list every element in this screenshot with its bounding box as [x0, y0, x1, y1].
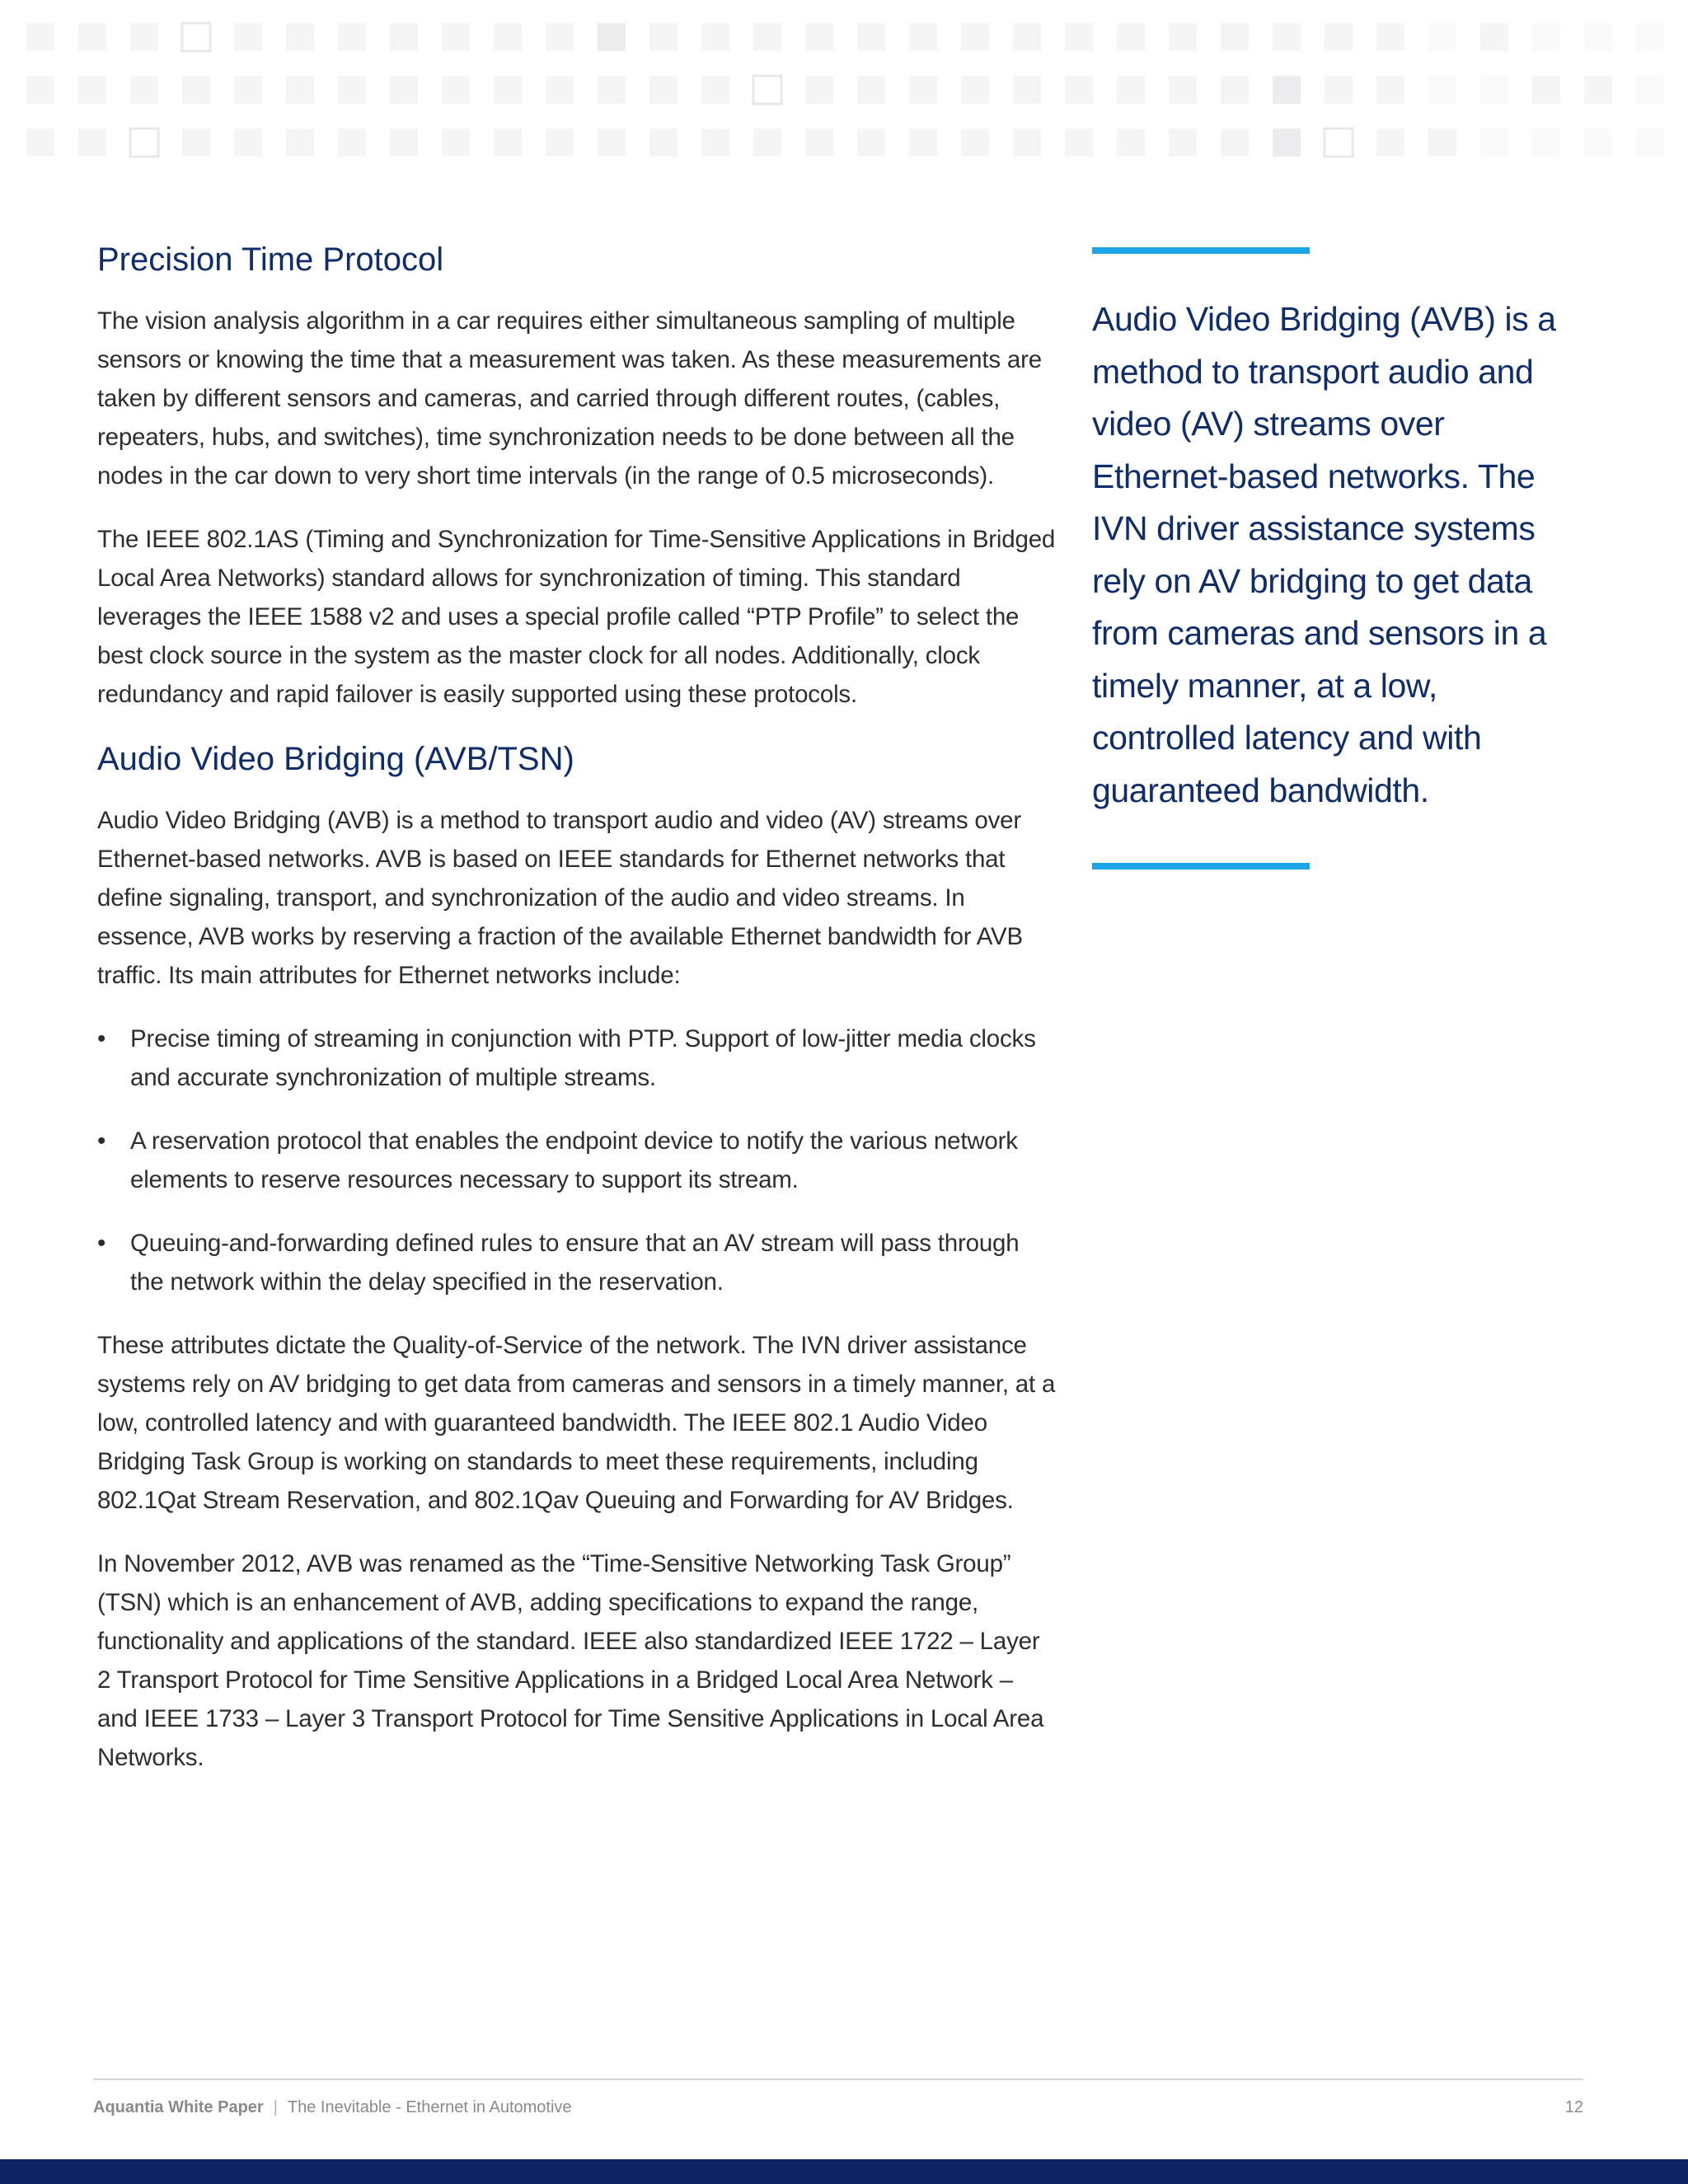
section-heading-avb: Audio Video Bridging (AVB/TSN): [97, 741, 574, 777]
decorative-square-pattern: [0, 0, 1688, 165]
pattern-square: [390, 76, 418, 104]
page-number: 12: [1564, 2098, 1583, 2116]
pattern-square: [1065, 76, 1093, 104]
list-item: [97, 1122, 1057, 1199]
pattern-square: [1013, 23, 1041, 51]
pattern-square: [1065, 129, 1093, 157]
pattern-square: [1584, 129, 1612, 157]
paragraph: Audio Video Bridging (AVB) is a method to transport audio and video (AV) streams over Ethernet-based networks. AVB is based on IEEE standards for Ethernet networks that define signaling, transport, and synchronization of the audio and video streams. In essence, AVB works by reserving a fraction of the available Ethernet bandwidth for AVB traffic. Its main attributes for Ethernet networks include:: [97, 807, 1024, 989]
pattern-square: [701, 129, 729, 157]
pattern-square: [546, 76, 574, 104]
pattern-square: [494, 76, 522, 104]
pattern-square: [26, 23, 54, 51]
list-item-text: A reservation protocol that enables the endpoint device to notify the various network elements to reserve resources necessary to support its stream.: [130, 1127, 1018, 1193]
pattern-square: [753, 76, 781, 104]
pattern-square: [909, 76, 937, 104]
pattern-square: [1169, 76, 1197, 104]
pattern-square: [1636, 23, 1664, 51]
pattern-square: [182, 129, 210, 157]
pattern-square: [494, 129, 522, 157]
pattern-square: [857, 129, 885, 157]
pattern-square: [182, 76, 210, 104]
bullet-icon: •: [97, 1230, 106, 1257]
pattern-square: [1636, 76, 1664, 104]
pattern-square: [26, 129, 54, 157]
footer-title: The Inevitable - Ethernet in Automotive: [287, 2098, 572, 2116]
pattern-square: [909, 23, 937, 51]
footer-divider: [93, 2079, 1583, 2080]
pattern-square: [78, 76, 106, 104]
pull-quote: Audio Video Bridging (AVB) is a method to transport audio and video (AV) streams over Ethernet-based networks. The IVN driver assistance systems rely on AV bridging to get data from cameras and sensors in a timely manner, at a low, controlled latency and with guaranteed bandwidth.: [1092, 300, 1556, 809]
pattern-square: [442, 23, 470, 51]
pattern-square: [1117, 76, 1145, 104]
pattern-square: [1273, 76, 1301, 104]
pattern-square: [1325, 23, 1353, 51]
pattern-square: [1013, 129, 1041, 157]
pattern-square: [1221, 76, 1249, 104]
pattern-square: [805, 76, 833, 104]
pattern-square: [1117, 23, 1145, 51]
pattern-square: [494, 23, 522, 51]
list-item-text: Queuing-and-forwarding defined rules to ensure that an AV stream will pass through the network within the delay specified in the reservation.: [130, 1230, 1020, 1296]
pattern-square: [1169, 23, 1197, 51]
pattern-square: [546, 23, 574, 51]
pattern-square: [78, 129, 106, 157]
sidebar: [1092, 247, 1587, 869]
pattern-square: [546, 129, 574, 157]
paragraph: These attributes dictate the Quality-of-Service of the network. The IVN driver assistance systems rely on AV bridging to get data from cameras and sensors in a timely manner, at a low, controlled latency and with guaranteed bandwidth. The IEEE 802.1 Audio Video Bridging Task Group is working on standards to meet these requirements, including 802.1Qat Stream Reservation, and 802.1Qav Queuing and Forwarding for AV Bridges.: [97, 1332, 1056, 1514]
pattern-square: [701, 23, 729, 51]
bottom-bar: [0, 2159, 1688, 2184]
pattern-square: [442, 129, 470, 157]
pattern-square: [701, 76, 729, 104]
pattern-square: [1636, 129, 1664, 157]
list-item-text: Precise timing of streaming in conjunction with PTP. Support of low-jitter media clocks and accurate synchronization of multiple streams.: [130, 1025, 1036, 1091]
bullet-icon: •: [97, 1025, 106, 1052]
pull-quote-bottom-rule: [1092, 863, 1310, 869]
pattern-square: [1428, 129, 1456, 157]
pattern-square: [286, 23, 314, 51]
paragraph: The vision analysis algorithm in a car requires either simultaneous sampling of multiple sensors or knowing the time that a measurement was taken. As these measurements are taken by different sensors and cameras, and carried through different routes, (cables, repeaters, hubs, and switches), time synchronization needs to be done between all the nodes in the car down to very short time intervals (in the range of 0.5 microseconds).: [97, 307, 1042, 490]
pattern-square: [805, 23, 833, 51]
pattern-square: [234, 129, 262, 157]
pattern-square: [753, 23, 781, 51]
pattern-square: [442, 76, 470, 104]
pattern-square: [1376, 76, 1404, 104]
pattern-square: [1221, 23, 1249, 51]
list-item: [97, 1224, 1057, 1301]
pattern-square: [1480, 129, 1508, 157]
pattern-square: [961, 23, 989, 51]
pattern-square: [1325, 129, 1353, 157]
pattern-square: [1117, 129, 1145, 157]
pattern-square: [234, 76, 262, 104]
pattern-square: [130, 129, 158, 157]
pattern-square: [338, 23, 366, 51]
footer-separator: |: [273, 2098, 278, 2116]
pattern-square: [1169, 129, 1197, 157]
pattern-square: [78, 23, 106, 51]
pattern-square: [130, 23, 158, 51]
pattern-square: [1376, 23, 1404, 51]
pattern-square: [1376, 129, 1404, 157]
pattern-square: [805, 129, 833, 157]
bullet-icon: •: [97, 1127, 106, 1155]
pattern-square: [909, 129, 937, 157]
pattern-square: [286, 76, 314, 104]
pattern-square: [286, 129, 314, 157]
pattern-square: [857, 23, 885, 51]
pattern-square: [857, 76, 885, 104]
pattern-square: [1480, 76, 1508, 104]
attribute-list: [97, 1019, 1057, 1301]
pattern-square: [649, 23, 678, 51]
main-column: [97, 239, 1057, 1802]
paragraph: In November 2012, AVB was renamed as the “Time-Sensitive Networking Task Group” (TSN) which is an enhancement of AVB, adding specifications to expand the range, functionality and applications of the standard. IEEE also standardized IEEE 1722 – Layer 2 Transport Protocol for Time Sensitive Applications in a Bridged Local Area Network – and IEEE 1733 – Layer 3 Transport Protocol for Time Sensitive Applications in Local Area Networks.: [97, 1550, 1044, 1771]
footer: [93, 2098, 1583, 2117]
footer-brand: Aquantia White Paper: [93, 2098, 264, 2116]
pattern-square: [234, 23, 262, 51]
pattern-square: [390, 129, 418, 157]
pattern-square: [598, 23, 626, 51]
pattern-square: [182, 23, 210, 51]
pattern-square: [1480, 23, 1508, 51]
pattern-square: [1532, 129, 1560, 157]
pattern-square: [1532, 23, 1560, 51]
pattern-square: [1428, 23, 1456, 51]
pattern-square: [390, 23, 418, 51]
section-heading-ptp: Precision Time Protocol: [97, 241, 444, 278]
pattern-square: [338, 76, 366, 104]
pattern-square: [1221, 129, 1249, 157]
pattern-square: [1584, 76, 1612, 104]
list-item: [97, 1019, 1057, 1097]
pattern-square: [1273, 129, 1301, 157]
pattern-square: [649, 129, 678, 157]
pull-quote-top-rule: [1092, 247, 1310, 254]
pattern-square: [26, 76, 54, 104]
pattern-square: [598, 129, 626, 157]
pattern-square: [1428, 76, 1456, 104]
pattern-square: [961, 129, 989, 157]
pattern-square: [1584, 23, 1612, 51]
paragraph: The IEEE 802.1AS (Timing and Synchronization for Time-Sensitive Applications in Bridged Local Area Networks) standard allows for synchronization of timing. This standard leverages the IEEE 1588 v2 and uses a special profile called “PTP Profile” to select the best clock source in the system as the master clock for all nodes. Additionally, clock redundancy and rapid failover is easily supported using these protocols.: [97, 526, 1056, 708]
pattern-square: [598, 76, 626, 104]
pattern-square: [753, 129, 781, 157]
pattern-square: [1013, 76, 1041, 104]
pattern-square: [1532, 76, 1560, 104]
pattern-square: [1273, 23, 1301, 51]
pattern-square: [1325, 76, 1353, 104]
pattern-square: [1065, 23, 1093, 51]
pattern-square: [130, 76, 158, 104]
pattern-square: [961, 76, 989, 104]
pattern-square: [338, 129, 366, 157]
pattern-square: [649, 76, 678, 104]
